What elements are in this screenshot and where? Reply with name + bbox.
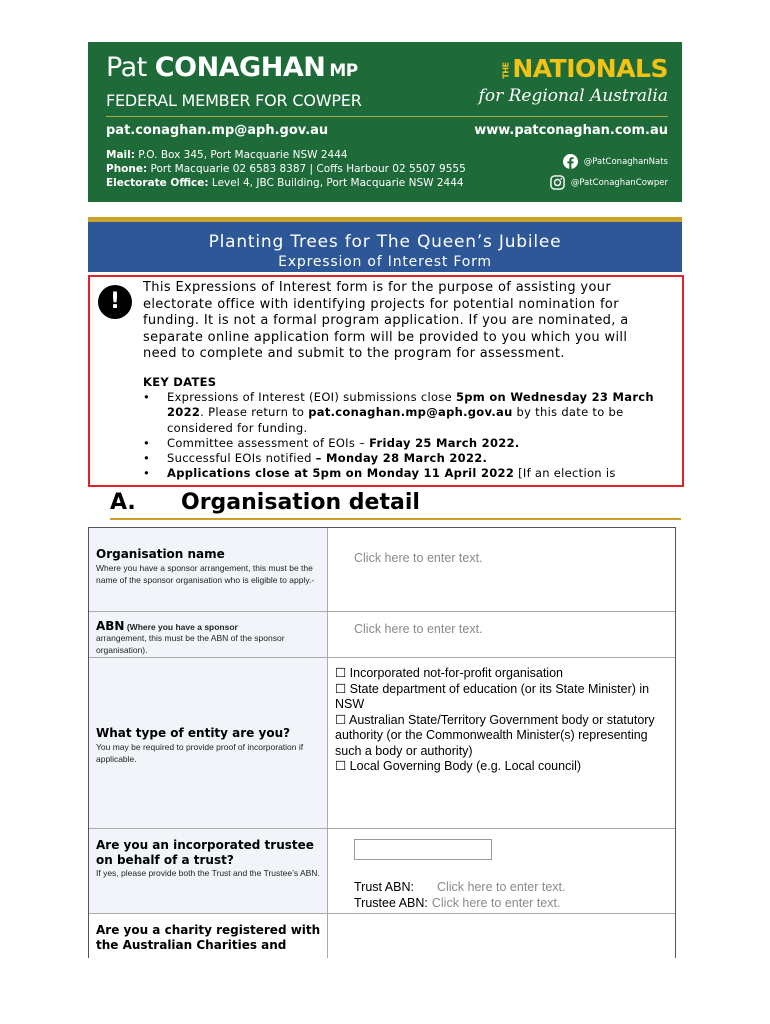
organisation-table: [88, 527, 676, 958]
form-subtitle: Expression of Interest Form: [278, 254, 492, 270]
list-item: • Expressions of Interest (EOI) submissions close 5pm on Wednesday 23 March 2022. Please return to pat.conaghan.mp@aph.gov.au by this date to be considered for funding.: [143, 390, 673, 436]
party-logo: THENATIONALS: [501, 54, 668, 83]
entity-type-label: What type of entity are you?: [96, 726, 291, 740]
org-name-label: Organisation name: [96, 547, 225, 561]
key-dates-heading: KEY DATES: [143, 375, 217, 389]
trustee-abn-row: Trustee ABN: Click here to enter text.: [354, 896, 561, 910]
trust-abn-row: Trust ABN: Click here to enter text.: [354, 880, 566, 894]
trust-input[interactable]: [354, 839, 492, 860]
key-dates-list: [143, 390, 673, 482]
instagram-icon: [550, 175, 565, 190]
table-row: [89, 658, 675, 829]
trustee-abn-field[interactable]: Click here to enter text.: [431, 896, 561, 910]
form-title: Planting Trees for The Queen’s Jubilee: [208, 232, 562, 252]
section-letter: A.: [110, 490, 136, 515]
entity-type-hint: You may be required to provide proof of incorporation if applicable.: [96, 742, 304, 764]
entity-option-government[interactable]: ☐ Australian State/Territory Government body or statutory authority (or the Commonwealth Minister(s) representing such a body or authority): [335, 712, 655, 758]
abn-label: ABN (Where you have a sponsor: [96, 619, 238, 633]
section-divider: [110, 518, 681, 520]
banner-divider: [106, 116, 668, 117]
email-link[interactable]: pat.conaghan.mp@aph.gov.au: [308, 405, 513, 420]
contact-details: Mail: P.O. Box 345, Port Macquarie NSW 2444 Phone: Port Macquarie 02 6583 8387 | Coffs Harbour 02 5507 9555 Electorate Office: Level 4, JBC Building, Port Macquarie NSW 2444: [106, 149, 466, 189]
email-link[interactable]: pat.conaghan.mp@aph.gov.au: [106, 123, 329, 138]
abn-field[interactable]: Click here to enter text.: [354, 622, 483, 636]
entity-option-nfp[interactable]: ☐ Incorporated not-for-profit organisation: [335, 666, 563, 680]
notice-box: [88, 275, 684, 487]
trust-abn-field[interactable]: Click here to enter text.: [436, 880, 566, 894]
table-row: [89, 612, 675, 658]
facebook-icon: [563, 154, 578, 169]
table-row: [89, 528, 675, 612]
list-item: • Applications close at 5pm on Monday 11 April 2022 [If an election is: [143, 466, 673, 481]
list-item: • Successful EOIs notified – Monday 28 March 2022.: [143, 451, 673, 466]
party-tagline: for Regional Australia: [478, 86, 668, 106]
entity-option-education[interactable]: ☐ State department of education (or its State Minister) in NSW: [335, 681, 650, 711]
trust-hint: If yes, please provide both the Trust and the Trustee’s ABN.: [96, 868, 320, 878]
exclamation-icon: !: [98, 285, 132, 319]
form-title-bar: [88, 222, 682, 272]
org-name-field[interactable]: Click here to enter text.: [354, 551, 483, 565]
trust-label: Are you an incorporated trustee on behalf of a trust?: [96, 838, 314, 867]
instagram-handle[interactable]: @PatConaghanCowper: [550, 175, 668, 190]
org-name-hint: Where you have a sponsor arrangement, this must be the name of the sponsor organisation who is eligible to apply.-: [96, 563, 315, 585]
abn-hint: arrangement, this must be the ABN of the sponsor organisation).: [96, 633, 285, 655]
notice-paragraph: This Expressions of Interest form is for the purpose of assisting your electorate office with identifying projects for potential nomination for funding. It is not a formal program application. If you are nominated, a separate online application form will be provided to you which you will need to complete and submit to the program for assessment.: [143, 280, 629, 361]
table-row: [89, 914, 675, 958]
entity-type-options: [335, 666, 670, 775]
letterhead-banner: [88, 42, 682, 202]
charity-label: Are you a charity registered with the Australian Charities and: [96, 923, 321, 952]
facebook-handle[interactable]: @PatConaghanNats: [563, 154, 668, 169]
list-item: • Committee assessment of EOIs – Friday 25 March 2022.: [143, 436, 673, 451]
member-name: Pat CONAGHAN MP: [106, 52, 358, 83]
member-title: FEDERAL MEMBER FOR COWPER: [106, 91, 362, 110]
section-title: Organisation detail: [181, 490, 420, 515]
entity-option-local-council[interactable]: ☐ Local Governing Body (e.g. Local council): [335, 759, 582, 773]
table-row: [89, 829, 675, 914]
website-link[interactable]: www.patconaghan.com.au: [474, 123, 668, 138]
